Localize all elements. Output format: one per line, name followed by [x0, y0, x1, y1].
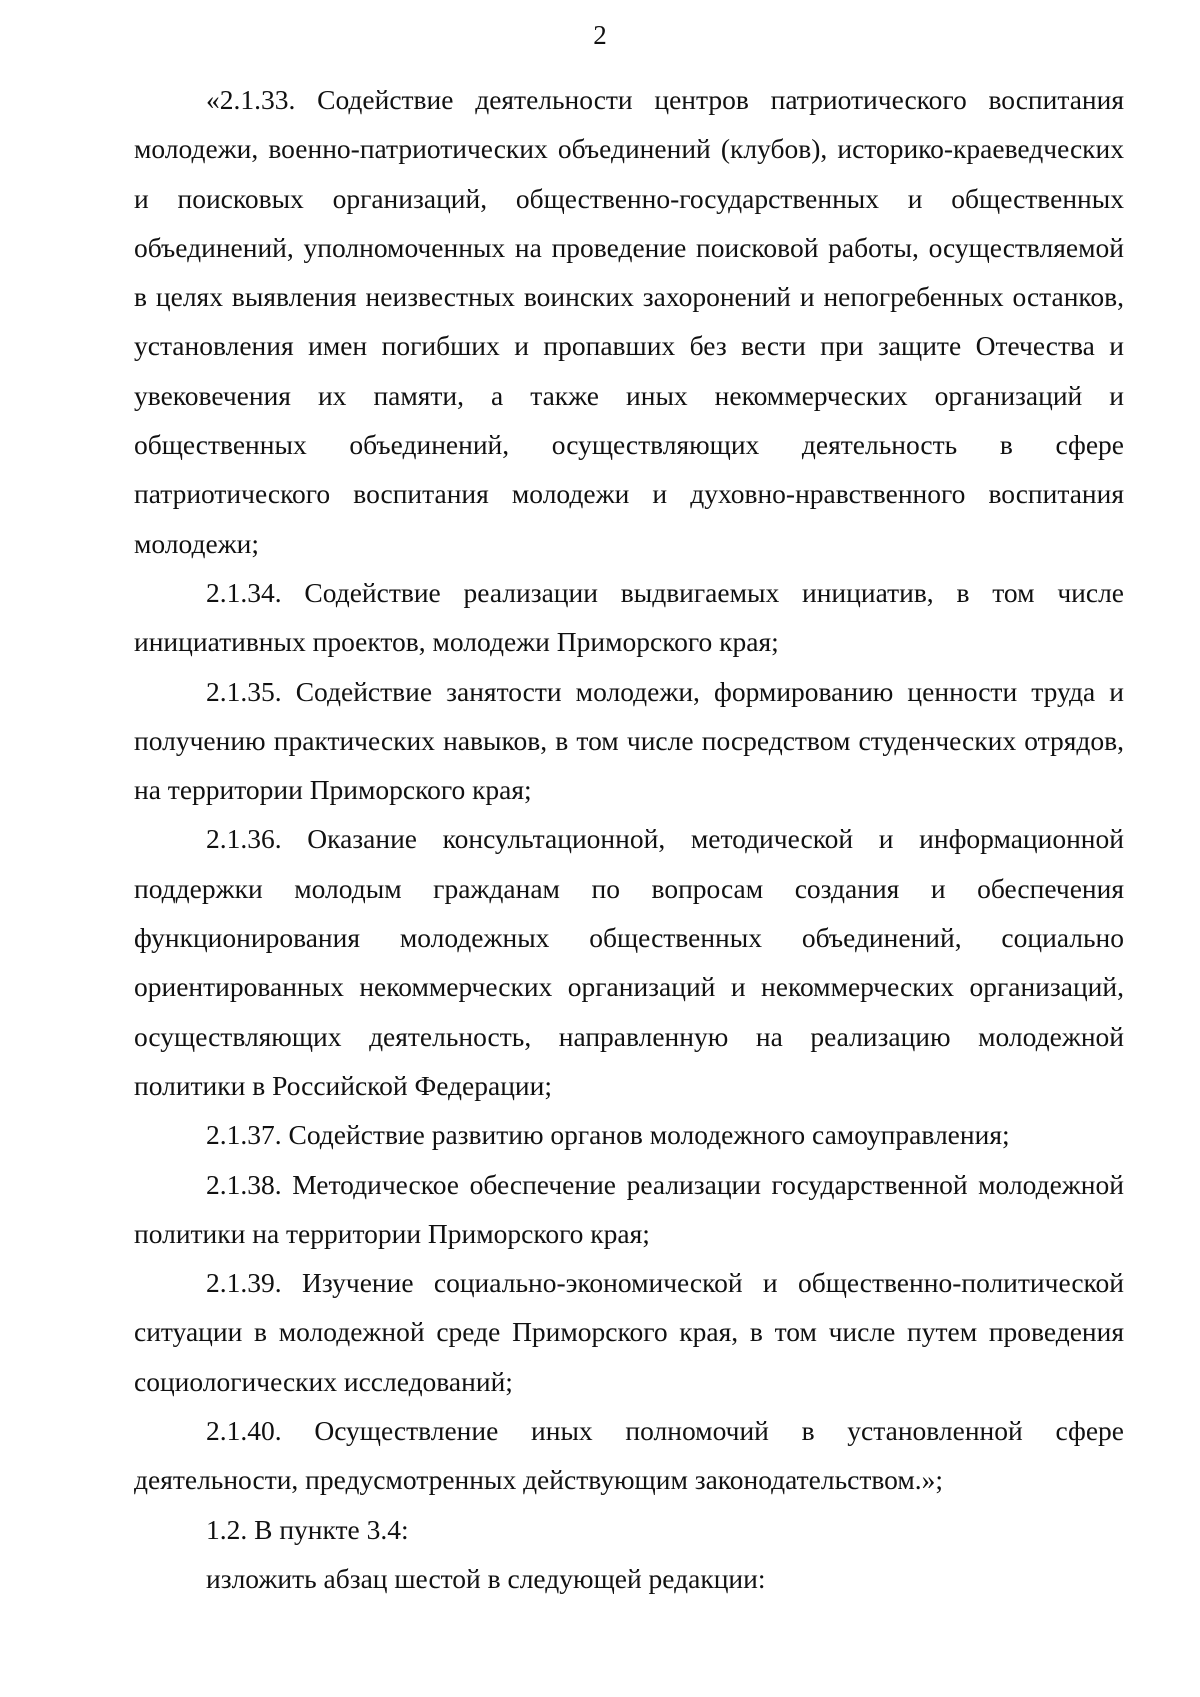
paragraph-2-1-37: 2.1.37. Содействие развитию органов молодежного самоуправления;: [206, 1119, 1010, 1151]
paragraph-instruction: изложить абзац шестой в следующей редакции:: [206, 1562, 766, 1594]
page-number: 2: [593, 20, 607, 50]
paragraph-2-1-38: 2.1.38. Методическое обеспечение реализации государственной молодежной политики на территории Приморского края;: [134, 1168, 1124, 1249]
paragraph-2-1-35: 2.1.35. Содействие занятости молодежи, формированию ценности труда и получению практических навыков, в том числе посредством студенческих отрядов, на территории Приморского края;: [134, 675, 1124, 806]
paragraph-2-1-40: 2.1.40. Осуществление иных полномочий в установленной сфере деятельности, предусмотренных действующим законодательством.»;: [134, 1415, 1124, 1496]
document-body: [134, 75, 1124, 1603]
paragraph-2-1-36: 2.1.36. Оказание консультационной, методической и информационной поддержки молодым гражданам по вопросам создания и обеспечения функционирования молодежных общественных объединений, социально ориентированных некоммерческих организаций и некоммерческих организаций, осуществляющих деятельность, направленную на реализацию молодежной политики в Российской Федерации;: [134, 823, 1124, 1101]
paragraph-1-2: 1.2. В пункте 3.4:: [206, 1513, 409, 1545]
paragraph-2-1-33: «2.1.33. Содействие деятельности центров патриотического воспитания молодежи, военно-патриотических объединений (клубов), историко-краеведческих и поисковых организаций, общественно-государственных и общественных объединений, уполномоченных на проведение поисковой работы, осуществляемой в целях выявления неизвестных воинских захоронений и непогребенных останков, установления имен погибших и пропавших без вести при защите Отечества и увековечения их памяти, а также иных некоммерческих организаций и общественных объединений, осуществляющих деятельность в сфере патриотического воспитания молодежи и духовно-нравственного воспитания молодежи;: [134, 84, 1124, 559]
paragraph-2-1-34: 2.1.34. Содействие реализации выдвигаемых инициатив, в том числе инициативных проектов, молодежи Приморского края;: [134, 576, 1124, 658]
paragraph-2-1-39: 2.1.39. Изучение социально-экономической и общественно-политической ситуации в молодежной среде Приморского края, в том числе путем проведения социологических исследований;: [134, 1267, 1124, 1397]
